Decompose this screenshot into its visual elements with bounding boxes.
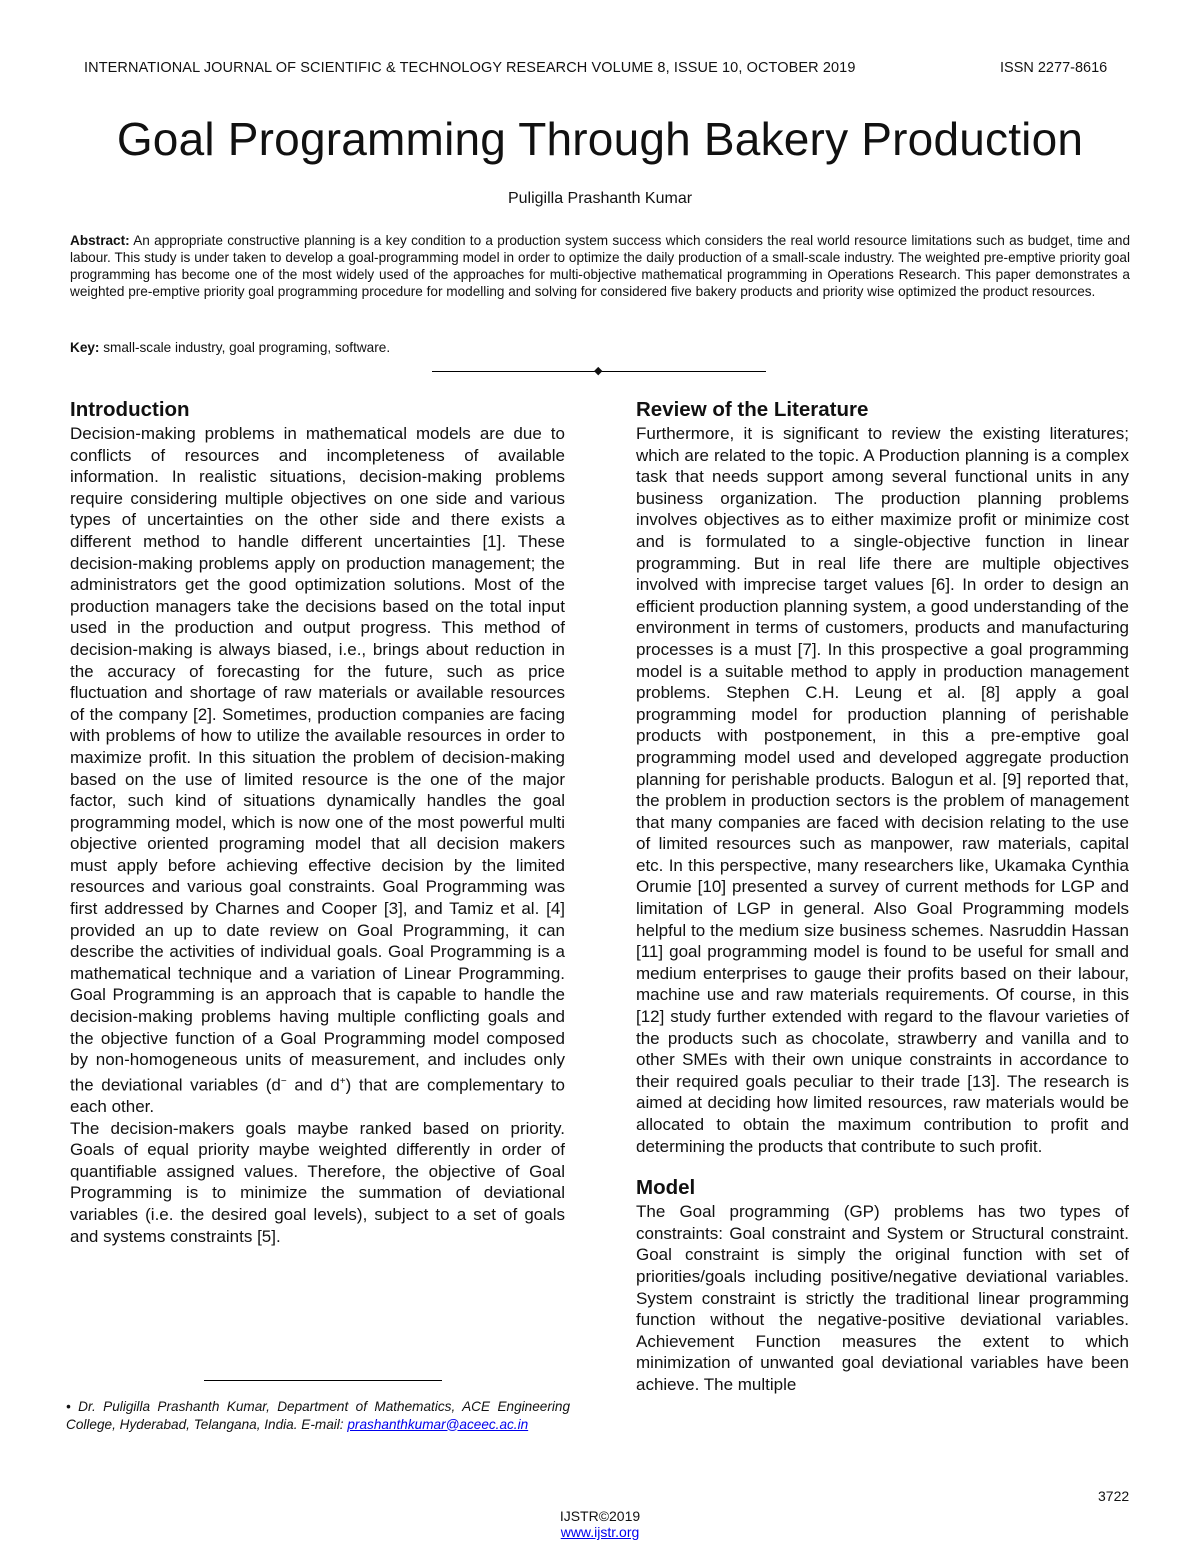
footer-website [0, 1524, 1200, 1540]
review-heading: Review of the Literature [636, 398, 869, 421]
intro-p1-text: Decision-making problems in mathematical models are due to conflicts of resources and incompleteness of available information. In realistic situations, decision-making problems require considering multiple objectives on one side and various types of uncertainties on the other side and there exists a different method to handle different uncertainties [1]. These decision-making problems apply on production management; the administrators get the good optimization solutions. Most of the production managers take the decisions based on the total input used in the production and output progress. This method of decision-making is always biased, i.e., brings about reduction in the accuracy of forecasting for the future, such as price fluctuation and shortage of raw materials or available resources of the company [2]. Sometimes, production companies are facing with problems of how to utilize the available resources in order to maximize profit. In this situation the problem of decision-making based on the use of limited resource is the one of the major factor, such kind of situations dynamically handles the goal programming model, which is now one of the most powerful multi objective oriented programing model that all decision makers must apply before achieving effective decision by the limited resources and various goal constraints. Goal Programming was first addressed by Charnes and Cooper [3], and Tamiz et al. [4] provided an up to date review on Goal Programming, it can describe the activities of individual goals. Goal Programming is a mathematical technique and a variation of Linear Programming. Goal Programming is an approach that is capable to handle the decision-making problems having multiple conflicting goals and the objective function of a Goal Programming model composed by non-homogeneous units of measurement, and includes only the deviational variables (d [70, 424, 565, 1095]
right-column [636, 397, 1129, 1396]
d-minus-sup: − [280, 1075, 287, 1087]
abstract-label: Abstract: [70, 233, 130, 248]
model-heading: Model [636, 1176, 696, 1200]
abstract-text: An appropriate constructive planning is a key condition to a production system success which considers the real world resource limitations such as budget, time and labour. This study is under taken to develop a goal-programming model in order to optimize the daily production of a small-scale industry. The weighted pre-emptive priority goal programming has become one of the most widely used of the approaches for multi-objective mathematical programming in Operations Research. This paper demonstrates a weighted pre-emptive priority goal programming procedure for modelling and solving for considered five bakery products and priority wise optimized the product resources. [70, 233, 1131, 299]
left-column [70, 397, 565, 1247]
d-plus-sup: + [339, 1075, 346, 1087]
keywords-text: small-scale industry, goal programing, software. [103, 340, 391, 355]
keywords [70, 340, 1130, 355]
introduction-paragraph-1 [70, 423, 565, 1118]
author-email-link[interactable]: prashanthkumar@aceec.ac.in [347, 1416, 529, 1432]
page-number: 3722 [1098, 1488, 1130, 1504]
website-link[interactable]: www.ijstr.org [560, 1524, 640, 1540]
introduction-paragraph-2: The decision-makers goals maybe ranked based on priority. Goals of equal priority maybe weighted differently in order of quantifiable assigned values. Therefore, the objective of Goal Programming is to minimize the summation of deviational variables (i.e. the desired goal levels), subject to a set of goals and systems constraints [5]. [70, 1118, 565, 1246]
abstract [70, 232, 1130, 300]
author-footnote [66, 1398, 570, 1433]
footnote-bullet: • [66, 1399, 71, 1414]
author-name: Puligilla Prashanth Kumar [507, 190, 693, 207]
introduction-heading: Introduction [70, 398, 190, 421]
journal-header: INTERNATIONAL JOURNAL OF SCIENTIFIC & TECHNOLOGY RESEARCH VOLUME 8, ISSUE 10, OCTOBER 2019 [84, 60, 856, 76]
model-paragraph: The Goal programming (GP) problems has two types of constraints: Goal constraint and System or Structural constraint. Goal constraint is simply the original function with set of priorities/goals including positive/negative deviational variables. System constraint is strictly the traditional linear programming function without the negative-positive deviational variables. Achievement Function measures the extent to which minimization of unwanted goal deviational variables have been achieve. The multiple [636, 1202, 1129, 1394]
paper-title: Goal Programming Through Bakery Production [116, 113, 1084, 165]
diamond-icon: ◆ [594, 365, 603, 377]
footer-copyright: IJSTR©2019 [559, 1508, 641, 1524]
keywords-label: Key: [70, 340, 100, 355]
intro-p1-end: ) that are complementary to each other. [70, 1075, 566, 1117]
review-paragraph: Furthermore, it is significant to review the existing literatures; which are related to the topic. A Production planning is a complex task that needs support among several functional units in any business organization. The production planning problems involves objectives as to either maximize profit or minimize cost and is formulated to a single-objective function in linear programming. But in real life there are multiple objectives involved with imprecise target values [6]. In order to design an efficient production planning system, a good understanding of the environment in terms of customers, products and manufacturing processes is a must [7]. In this prospective a goal programming model is a suitable method to apply in production management problems. Stephen C.H. Leung et al. [8] apply a goal programming model for production planning of perishable products with postponement, in this a pre-emptive goal programming model used and developed aggregate production planning for perishable products. Balogun et al. [9] reported that, the problem in production sectors is the problem of management that many companies are faced with decision relating to the use of limited resources such as manpower, raw materials, capital etc. In this perspective, many researchers like, Ukamaka Cynthia Orumie [10] presented a survey of current methods for LGP and limitation of LGP in general. Also Goal Programming models helpful to the medium size business schemes. Nasruddin Hassan [11] goal programming model is found to be useful for small and medium enterprises to gauge their profits based on their labour, machine use and raw materials requirements. Of course, in this [12] study further extended with regard to the flavour varieties of the products such as chocolate, strawberry and vanilla and to other SMEs with their own unique constraints in accordance to their required goals peculiar to their trade [13]. The research is aimed at deciding how limited resources, raw materials would be allocated to obtain the maximum contribution to profit and determining the products that contribute to such profit. [636, 424, 1129, 1156]
issn-label: ISSN 2277-8616 [1000, 60, 1108, 76]
intro-p1-mid: and d [286, 1075, 340, 1095]
footnote-rule [204, 1380, 442, 1381]
footnote-text: Dr. Puligilla Prashanth Kumar, Department of Mathematics, ACE Engineering College, Hyderabad, Telangana, India. E-mail: [66, 1399, 571, 1432]
